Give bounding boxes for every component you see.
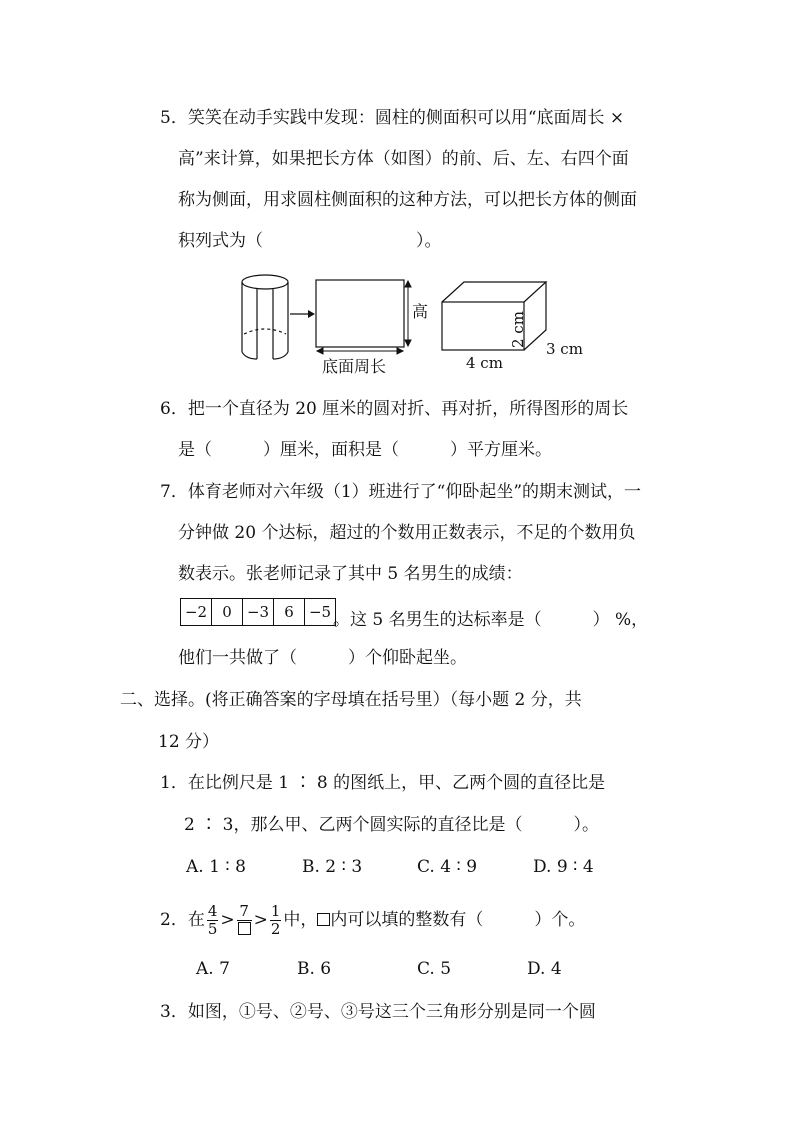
q7-text-1: 体育老师对六年级（1）班进行了“仰卧起坐”的期末测试，一 <box>187 482 642 502</box>
fraction-numerator: 4 <box>207 902 218 920</box>
c1-option-a: A. 1 ∶ 8 <box>186 857 246 877</box>
section2-line1: 二、选择。(将正确答案的字母填在括号里）（每小题 2 分，共 <box>120 690 582 710</box>
c2-option-b: B. 6 <box>297 959 332 979</box>
score-cell: −3 <box>243 599 274 626</box>
cylinder-shape <box>242 275 288 359</box>
c2-tail: 内可以填的整数有（ ）个。 <box>330 910 586 930</box>
fraction-denominator <box>237 921 252 938</box>
q6-line2: 是（ ）厘米，面积是（ ）平方厘米。 <box>178 440 552 460</box>
c3-line1 <box>160 1000 596 1024</box>
blank-box-icon <box>238 922 251 935</box>
q5-line2: 高”来计算，如果把长方体（如图）的前、后、左、右四个面 <box>178 149 629 169</box>
c1-line2: 2 ∶ 3，那么甲、乙两个圆实际的直径比是（ ）。 <box>184 815 599 835</box>
fraction-1-2 <box>270 903 282 938</box>
fraction-numerator: 7 <box>237 903 252 921</box>
c2-line1 <box>160 902 585 938</box>
c1-option-b: B. 2 ∶ 3 <box>302 857 363 877</box>
unrolled-rectangle <box>316 280 404 347</box>
c1-option-d: D. 9 ∶ 4 <box>533 857 594 877</box>
q7-line3: 数表示。张老师记录了其中 5 名男生的成绩： <box>178 564 523 584</box>
dim-width-label: 3 cm <box>546 340 583 358</box>
c2-option-d: D. 4 <box>527 959 562 979</box>
q7-line1 <box>160 480 641 504</box>
q7-number: 7． <box>160 482 188 502</box>
c2-option-c: C. 5 <box>417 959 452 979</box>
q6-line1 <box>160 397 628 421</box>
q6-text-1: 把一个直径为 20 厘米的圆对折、再对折，所得图形的周长 <box>187 399 629 419</box>
greater-than-sign: > <box>220 910 235 930</box>
q5-number: 5． <box>160 108 188 128</box>
c1-line1 <box>160 771 605 795</box>
c2-option-a: A. 7 <box>196 959 230 979</box>
dim-length-label: 4 cm <box>466 354 503 372</box>
c1-option-c: C. 4 ∶ 9 <box>417 857 478 877</box>
fraction-numerator: 1 <box>270 902 281 920</box>
c1-number: 1． <box>160 773 188 793</box>
c2-number: 2． <box>160 910 188 930</box>
score-row <box>181 599 336 626</box>
base-dimension <box>317 348 403 354</box>
arrow-right-icon <box>290 310 315 318</box>
section2-line2: 12 分） <box>158 732 220 752</box>
score-cell: 6 <box>274 599 305 626</box>
q5-text-1: 笑笑在动手实践中发现：圆柱的侧面积可以用“底面周长 × <box>187 108 625 128</box>
height-label: 高 <box>412 302 429 321</box>
c3-text-1: 如图，①号、②号、③号这三个三角形分别是同一个圆 <box>187 1002 596 1022</box>
fraction-7-box <box>237 903 252 938</box>
q7-after-table: 。这 5 名男生的达标率是（ ） %， <box>333 610 649 630</box>
q5-line3: 称为侧面，用求圆柱侧面积的这种方法，可以把长方体的侧面 <box>178 190 637 210</box>
q5-line4: 积列式为（ ）。 <box>178 231 442 251</box>
score-table <box>180 598 336 626</box>
c2-suffix: 中， <box>283 910 318 930</box>
base-label: 底面周长 <box>322 357 387 376</box>
q7-line2: 分钟做 20 个达标，超过的个数用正数表示，不足的个数用负 <box>178 523 636 543</box>
blank-box-icon <box>317 913 330 926</box>
fraction-denominator: 2 <box>270 920 281 938</box>
q5-figure <box>230 272 600 378</box>
score-cell: 0 <box>212 599 243 626</box>
q5-line1 <box>160 106 624 130</box>
c2-prefix: 在 <box>187 910 205 930</box>
dim-height-label: 2 cm <box>509 311 527 348</box>
fraction-denominator: 5 <box>207 920 218 938</box>
height-dimension <box>405 281 411 346</box>
c3-number: 3． <box>160 1002 188 1022</box>
score-cell: −5 <box>305 599 336 626</box>
c1-text-1: 在比例尺是 1 ∶ 8 的图纸上，甲、乙两个圆的直径比是 <box>187 773 606 793</box>
q6-number: 6． <box>160 399 188 419</box>
greater-than-sign: > <box>253 910 268 930</box>
q7-line5: 他们一共做了（ ）个仰卧起坐。 <box>178 648 467 668</box>
fraction-4-5 <box>207 903 219 938</box>
score-cell: −2 <box>181 599 212 626</box>
cuboid-shape <box>442 282 546 350</box>
